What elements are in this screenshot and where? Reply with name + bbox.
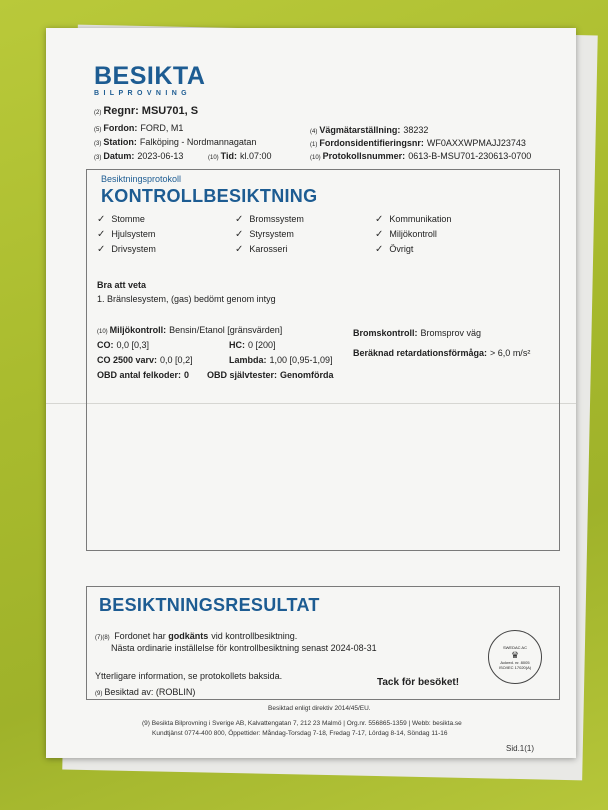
directive-text: Besiktad enligt direktiv 2014/45/EU. (268, 705, 371, 712)
datum-field: (3) Datum: 2023-06-13 (94, 151, 184, 161)
vagmatare-field: (4) Vägmätarställning: 38232 (310, 125, 429, 135)
result-title: BESIKTNINGSRESULTAT (99, 595, 320, 615)
miljo-field: (10) Miljökontroll: Bensin/Etanol [gränsvärden] (97, 325, 283, 335)
besiktad-field: (9) Besiktad av: (ROBLIN) (95, 687, 196, 697)
tid-field: (10) Tid: kl.07:00 (208, 151, 272, 161)
result-line-1: (7)(8) Fordonet har godkänts vid kontrollbesiktning. (95, 631, 298, 641)
protocol-box (86, 169, 560, 551)
retardation-field: Beräknad retardationsförmåga: > 6,0 m/s² (353, 348, 531, 358)
obd-felkoder-field: OBD antal felkoder: 0 (97, 370, 190, 380)
station-field: (3) Station: Falköping - Nordmannagatan (94, 137, 257, 147)
result-box (86, 586, 560, 700)
co2500-field: CO 2500 varv: 0,0 [0,2] (97, 355, 193, 365)
obd-sjalvtester-field: OBD självtester: Genomförda (207, 370, 334, 380)
protocol-small-title: Besiktningsprotokoll (101, 174, 182, 184)
check-icon: ✓ (235, 244, 244, 255)
check-item: ✓ Styrsystem (235, 229, 294, 240)
hc-field: HC: 0 [200] (229, 340, 276, 350)
hours-text: Kundtjänst 0774-400 800, Öppettider: Måndag-Torsdag 7-18, Fredag 7-17, Lördag 8-14, Söndag 11-16 (152, 730, 448, 737)
besikta-logo (94, 64, 205, 97)
regnr-field: (2) Regnr: MSU701, S (94, 105, 199, 117)
check-item: ✓ Stomme (97, 214, 145, 225)
check-icon: ✓ (375, 244, 384, 255)
result-line-2: Nästa ordinarie inställelse för kontrollbesiktning senast 2024-08-31 (111, 643, 377, 653)
godkant-text: godkänts (168, 631, 209, 641)
bra-att-veta-heading: Bra att veta (97, 280, 147, 290)
check-icon: ✓ (375, 229, 384, 240)
check-icon: ✓ (97, 214, 106, 225)
fordonsid-field: (1) Fordonsidentifieringsnr: WF0AXXWPMAJJ23743 (310, 138, 526, 148)
check-item: ✓ Hjulsystem (97, 229, 156, 240)
fordon-field: (5) Fordon: FORD, M1 (94, 123, 184, 133)
protocol-title: KONTROLLBESIKTNING (101, 186, 318, 206)
note-text: 1. Bränslesystem, (gas) bedömt genom intyg (97, 294, 276, 304)
check-icon: ✓ (235, 229, 244, 240)
crowns-icon: ♛ (510, 649, 520, 660)
page-number: Sid.1(1) (506, 744, 535, 753)
company-text: (9) Besikta Bilprovning i Sverige AB, Kalvattengatan 7, 212 23 Malmö | Org.nr. 556865-1359 | Webb: besikta.se (142, 720, 462, 727)
check-icon: ✓ (97, 229, 106, 240)
logo-sub: BILPROVNING (94, 90, 192, 97)
check-icon: ✓ (375, 214, 384, 225)
check-item: ✓ Karosseri (235, 244, 288, 255)
lambda-field: Lambda: 1,00 [0,95-1,09] (229, 355, 333, 365)
thanks-text: Tack för besöket! (377, 677, 460, 688)
document-page (46, 28, 576, 758)
check-icon: ✓ (235, 214, 244, 225)
more-info-text: Ytterligare information, se protokollets baksida. (95, 671, 283, 681)
protokoll-field: (10) Protokollsnummer: 0613-B-MSU701-230613-0700 (310, 151, 532, 161)
broms-field: Bromskontroll: Bromsprov väg (353, 328, 482, 338)
regnr-value: MSU701, S (141, 105, 199, 117)
logo-name: BESIKTA (94, 62, 206, 90)
check-item: ✓ Drivsystem (97, 244, 156, 255)
check-item: ✓ Övrigt (375, 244, 414, 255)
check-item: ✓ Kommunikation (375, 214, 452, 225)
co-field: CO: 0,0 [0,3] (97, 340, 150, 350)
check-icon: ✓ (97, 244, 106, 255)
check-item: ✓ Miljökontroll (375, 229, 437, 240)
check-item: ✓ Bromssystem (235, 214, 304, 225)
swedac-seal: SWEDAC AC ♛ Ackred. nr. 8005 ISO/IEC 17020(A) (488, 630, 542, 684)
